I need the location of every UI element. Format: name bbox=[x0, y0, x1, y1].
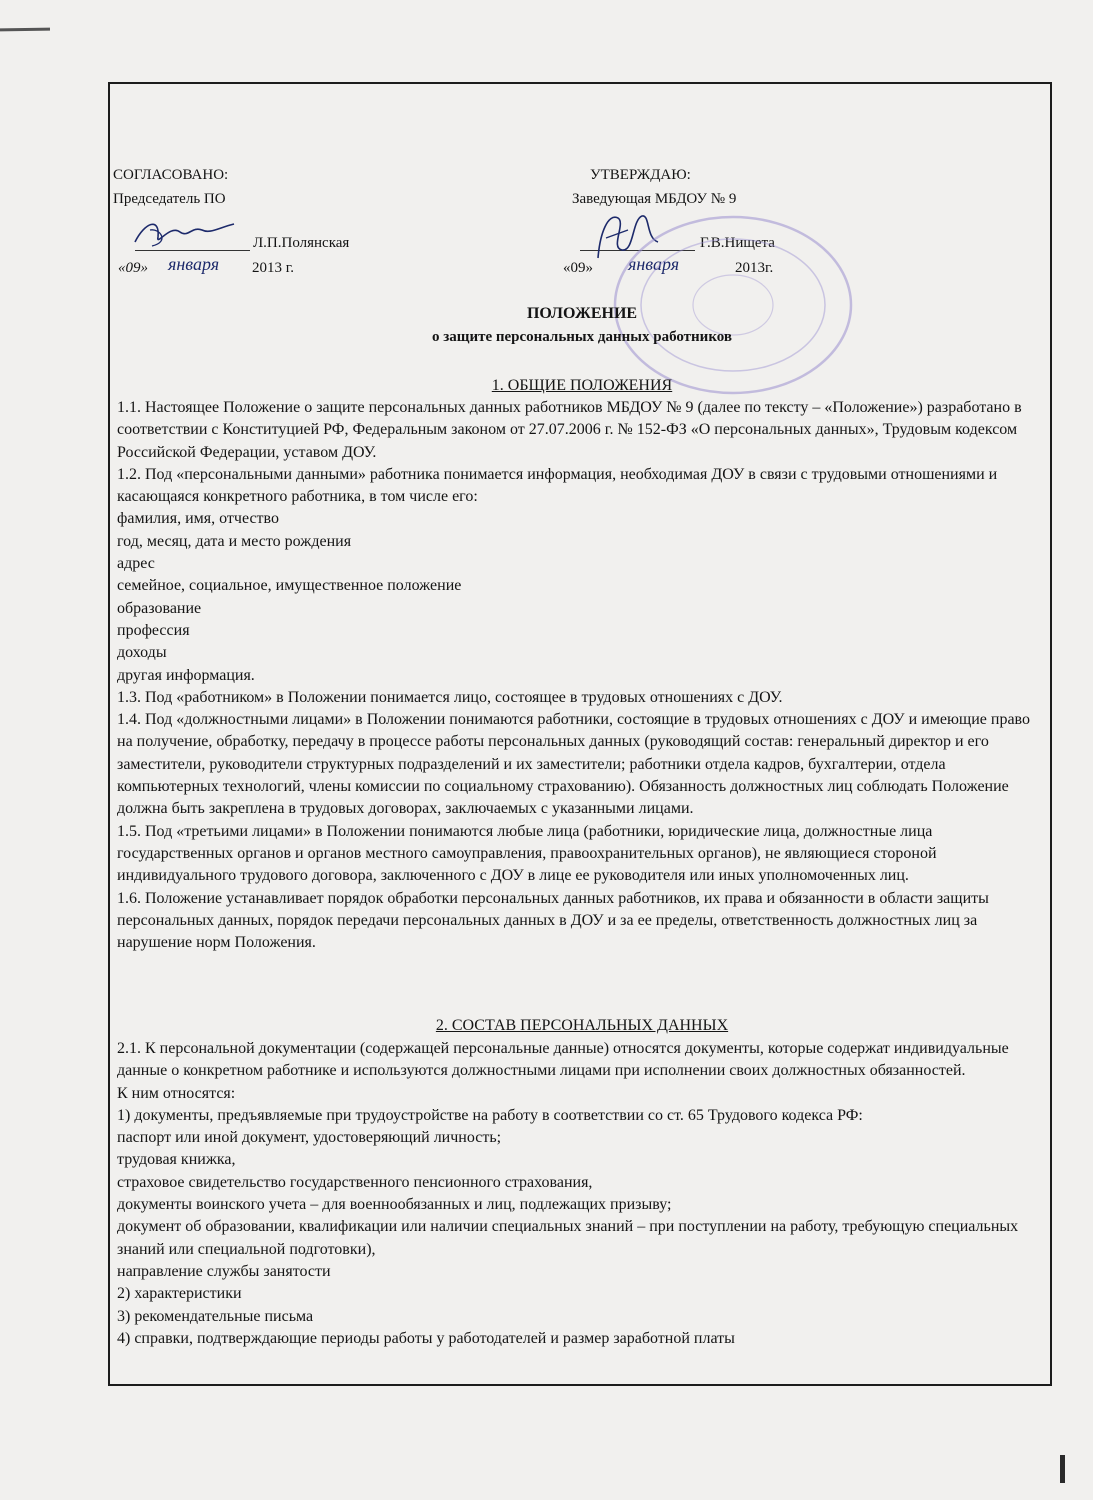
approval-right-date-day: «09» bbox=[563, 260, 593, 276]
list-item: доходы bbox=[117, 644, 167, 662]
approval-right-date-month: января bbox=[628, 254, 680, 274]
paragraph-1-2: 1.2. Под «персональными данными» работника понимается информация, необходимая ДОУ в связи с трудовыми отношениями и касающаяся конкретного работника, в том числе его: bbox=[117, 465, 998, 506]
list-item: фамилия, имя, отчество bbox=[117, 510, 279, 528]
approval-left-date-month: января bbox=[168, 254, 220, 274]
section2-intro: К ним относятся: bbox=[117, 1084, 236, 1102]
list-item: адрес bbox=[117, 555, 155, 573]
paragraph-1-5: 1.5. Под «третьими лицами» в Положении понимаются любые лица (работники, юридические лица, должностные лица государственных органов и органов местного самоуправления, правоохранительных органов), не являющиеся стороной индивидуального трудового договора, заключенного с ДОУ в лице ее руководителя или иных уполномоченных лиц. bbox=[117, 822, 937, 885]
paragraph-1-6: 1.6. Положение устанавливает порядок обработки персональных данных работников, их права и обязанности в области защиты персональных данных, порядок передачи персональных данных в ДОУ и за ее пределы, ответственность должностных лиц за нарушение норм Положения. bbox=[117, 889, 989, 952]
approval-right-position: Заведующая МБДОУ № 9 bbox=[572, 191, 737, 207]
list-item: 1) документы, предъявляемые при трудоустройстве на работу в соответствии со ст. 65 Трудового кодекса РФ: bbox=[117, 1106, 863, 1124]
approval-left-date-day: «09» bbox=[118, 260, 148, 276]
document-subtitle: о защите персональных данных работников bbox=[432, 329, 732, 345]
list-item: документы воинского учета – для военнообязанных и лиц, подлежащих призыву; bbox=[117, 1196, 672, 1214]
list-item: трудовая книжка, bbox=[117, 1151, 236, 1169]
list-item: 2) характеристики bbox=[117, 1285, 242, 1303]
approval-left-name: Л.П.Полянская bbox=[253, 235, 350, 251]
paragraph-1-4: 1.4. Под «должностными лицами» в Положении понимаются работники, состоящие в трудовых отношениях с ДОУ и имеющие право на получение, обработку, передачу в процессе работы персональных данных (руководящий состав: генеральный директор и его заместители, руководители структурных подразделений и их заместители; работники отдела кадров, бухгалтерии, отдела компьютерных технологий, члены комиссии по социальному страхованию). Обязанность должностных лиц соблюдать Положение должна быть закреплена в трудовых договорах, заключаемых с указанными лицами. bbox=[117, 711, 1030, 818]
approval-right-label: УТВЕРЖДАЮ: bbox=[590, 167, 691, 183]
list-item: документ об образовании, квалификации или наличии специальных знаний – при поступлении на работу, требующую специальных знаний или специальной подготовки), bbox=[117, 1218, 1019, 1258]
list-item: образование bbox=[117, 599, 202, 617]
scan-corner-mark bbox=[1060, 1455, 1065, 1483]
list-item: 4) справки, подтверждающие периоды работы у работодателей и размер заработной платы bbox=[117, 1329, 735, 1347]
list-item: страховое свидетельство государственного пенсионного страхования, bbox=[117, 1173, 593, 1191]
section2-heading: 2. СОСТАВ ПЕРСОНАЛЬНЫХ ДАННЫХ bbox=[435, 1017, 729, 1034]
list-item: год, месяц, дата и место рождения bbox=[117, 532, 352, 550]
list-item: 3) рекомендательные письма bbox=[117, 1307, 314, 1325]
approval-left-position: Председатель ПО bbox=[113, 191, 226, 207]
approval-right-name: Г.В.Нищета bbox=[700, 235, 775, 251]
paragraph-1-1: 1.1. Настоящее Положение о защите персональных данных работников МБДОУ № 9 (далее по тексту – «Положение») разработано в соответствии с Конституцией РФ, Федеральным законом от 27.07.2006 г. № 152-ФЗ «О персональных данных», Трудовым кодексом Российской Федерации, уставом ДОУ. bbox=[117, 399, 1022, 461]
approval-right-date-year: 2013г. bbox=[735, 260, 774, 276]
scan-edge-mark bbox=[0, 28, 50, 32]
list-item: другая информация. bbox=[117, 666, 255, 684]
approval-left-date-year: 2013 г. bbox=[252, 260, 294, 276]
list-item: семейное, социальное, имущественное положение bbox=[117, 577, 462, 595]
paragraph-1-3: 1.3. Под «работником» в Положении понимается лицо, состоящее в трудовых отношениях с ДОУ. bbox=[117, 688, 783, 706]
section2-body bbox=[117, 1038, 1047, 1350]
list-item: направление службы занятости bbox=[117, 1262, 331, 1280]
list-item: паспорт или иной документ, удостоверяющий личность; bbox=[117, 1129, 502, 1147]
list-item: профессия bbox=[117, 621, 190, 639]
left-signature bbox=[130, 212, 240, 252]
paragraph-2-1: 2.1. К персональной документации (содержащей персональные данные) относятся документы, которые содержат индивидуальные данные о конкретном работнике и используются должностными лицами при исполнении своих должностных обязанностей. bbox=[117, 1040, 1009, 1080]
document-title: ПОЛОЖЕНИЕ bbox=[526, 305, 638, 322]
approval-left-label: СОГЛАСОВАНО: bbox=[113, 167, 229, 183]
section1-body bbox=[117, 397, 1047, 954]
section1-heading: 1. ОБЩИЕ ПОЛОЖЕНИЯ bbox=[491, 377, 673, 394]
